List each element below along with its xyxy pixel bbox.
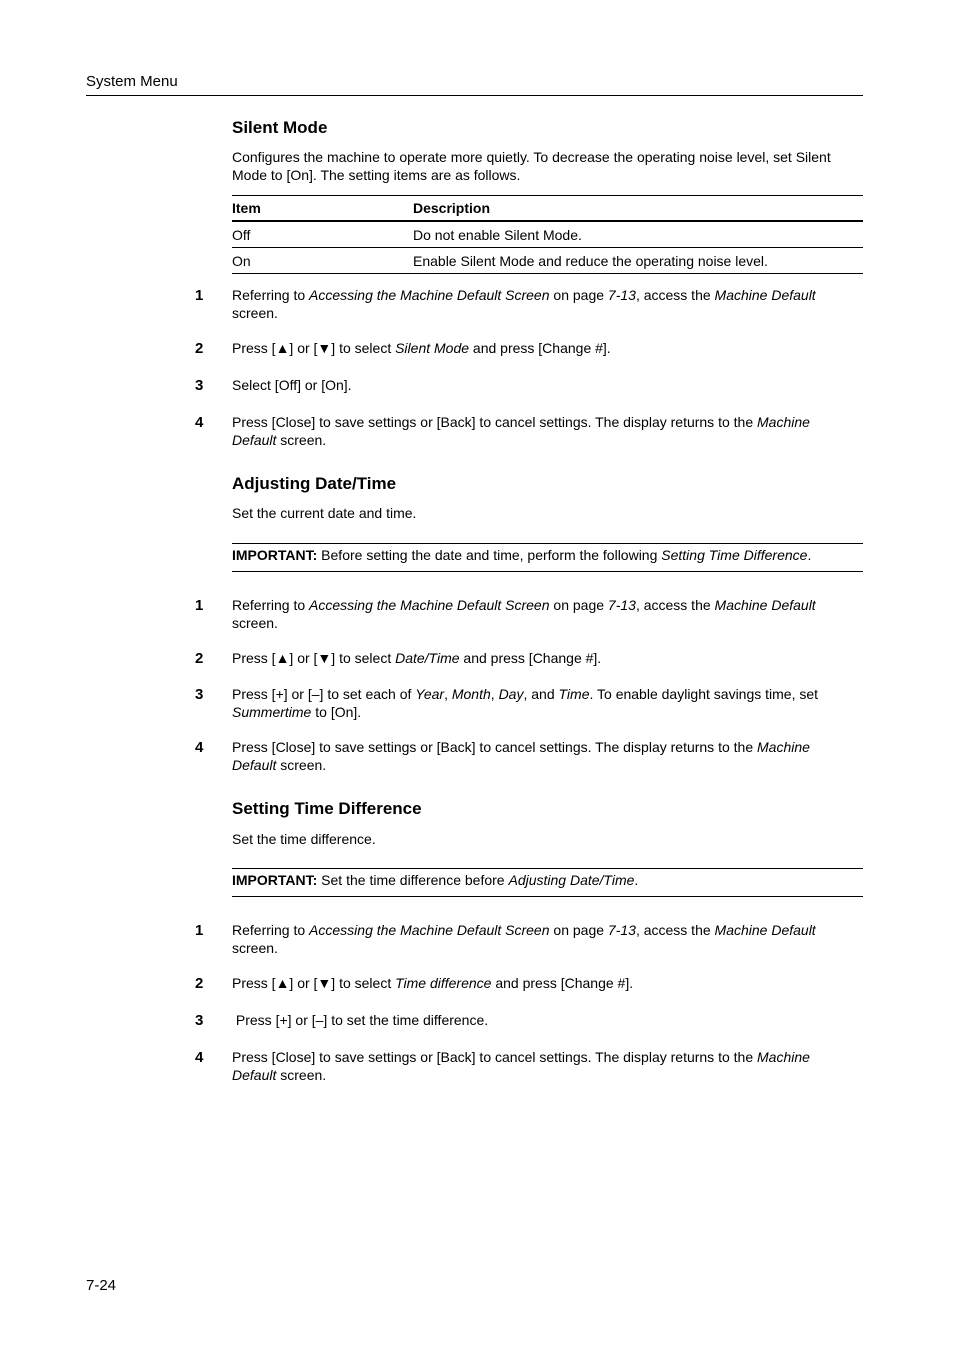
table-header-row [232,196,863,222]
column-header-description: Description [413,196,863,222]
step-text: Referring to Accessing the Machine Default Screen on page 7-13, access the Machine Default screen. [232,287,816,321]
time-difference-intro: Set the time difference. [232,831,376,847]
step-text: Press [+] or [–] to set each of Year, Month, Day, and Time. To enable daylight savings time, set Summertime to [On]. [232,686,819,720]
header-divider [86,95,863,96]
section-heading-silent-mode: Silent Mode [232,118,328,137]
step-text: Press [▲] or [▼] to select Silent Mode and press [Change #]. [232,340,611,356]
important-note: IMPORTANT: Set the time difference before Adjusting Date/Time. [232,868,863,897]
table-cell-description: Do not enable Silent Mode. [413,221,863,248]
step-number: 2 [195,650,204,667]
date-time-intro: Set the current date and time. [232,505,417,521]
section-heading-setting-time-difference: Setting Time Difference [232,799,422,818]
step-number: 4 [195,739,204,756]
important-label: IMPORTANT: [232,547,318,563]
step-number: 2 [195,340,204,357]
step-text: Press [Close] to save settings or [Back] to cancel settings. The display returns to the Machine Default screen. [232,1049,810,1083]
step-number: 3 [195,377,204,394]
step-number: 1 [195,287,204,304]
step-text: Referring to Accessing the Machine Default Screen on page 7-13, access the Machine Default screen. [232,922,816,956]
step-number: 1 [195,922,204,939]
step-number: 2 [195,975,204,992]
table-cell-item: Off [232,221,413,248]
step-number: 3 [195,1012,204,1029]
step-text: Press [Close] to save settings or [Back] to cancel settings. The display returns to the Machine Default screen. [232,739,810,773]
step-text: Referring to Accessing the Machine Default Screen on page 7-13, access the Machine Default screen. [232,597,816,631]
step-text: Press [▲] or [▼] to select Time difference and press [Change #]. [232,975,634,991]
silent-mode-intro: Configures the machine to operate more quietly. To decrease the operating noise level, set Silent Mode to [On]. The setting items are as follows. [232,149,831,183]
step-number: 4 [195,1049,204,1066]
table-row [232,248,863,274]
step-text: Press [Close] to save settings or [Back] to cancel settings. The display returns to the Machine Default screen. [232,414,810,448]
important-label: IMPORTANT: [232,872,318,888]
running-header: System Menu [86,73,178,90]
page-number: 7-24 [86,1277,117,1294]
table-row [232,221,863,248]
step-text: Press [▲] or [▼] to select Date/Time and press [Change #]. [232,650,602,666]
step-text: Press [+] or [–] to set the time difference. [232,1012,489,1028]
step-text: Select [Off] or [On]. [232,377,352,393]
step-number: 4 [195,414,204,431]
table-cell-description: Enable Silent Mode and reduce the operating noise level. [413,248,863,274]
silent-mode-table [232,195,863,274]
step-number: 1 [195,597,204,614]
table-cell-item: On [232,248,413,274]
step-number: 3 [195,686,204,703]
column-header-item: Item [232,196,413,222]
important-note: IMPORTANT: Before setting the date and time, perform the following Setting Time Difference. [232,543,863,572]
section-heading-adjusting-date-time: Adjusting Date/Time [232,474,397,493]
